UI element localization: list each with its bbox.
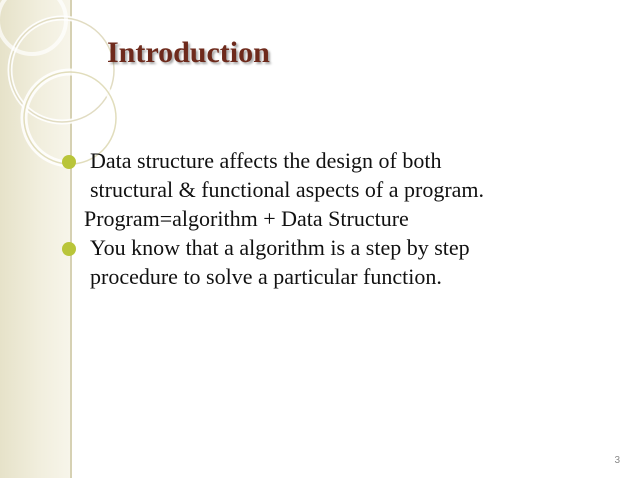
paragraph-line: Program=algorithm + Data Structure [84, 206, 409, 231]
bullet-icon [62, 155, 76, 169]
paragraph-line: procedure to solve a particular function. [90, 264, 442, 289]
bullet-paragraph-1 [62, 146, 622, 204]
bullet-paragraph-2 [62, 233, 622, 291]
paragraph-line: You know that a algorithm is a step by step [90, 235, 470, 260]
paragraph-line: Data structure affects the design of both [90, 148, 442, 173]
bullet-icon [62, 242, 76, 256]
plain-paragraph [62, 204, 622, 233]
slide-body [62, 146, 622, 291]
page-number: 3 [614, 455, 620, 466]
decorative-rings [0, 0, 160, 170]
paragraph-line: structural & functional aspects of a program. [90, 177, 485, 202]
slide-title: Introduction [107, 36, 270, 69]
